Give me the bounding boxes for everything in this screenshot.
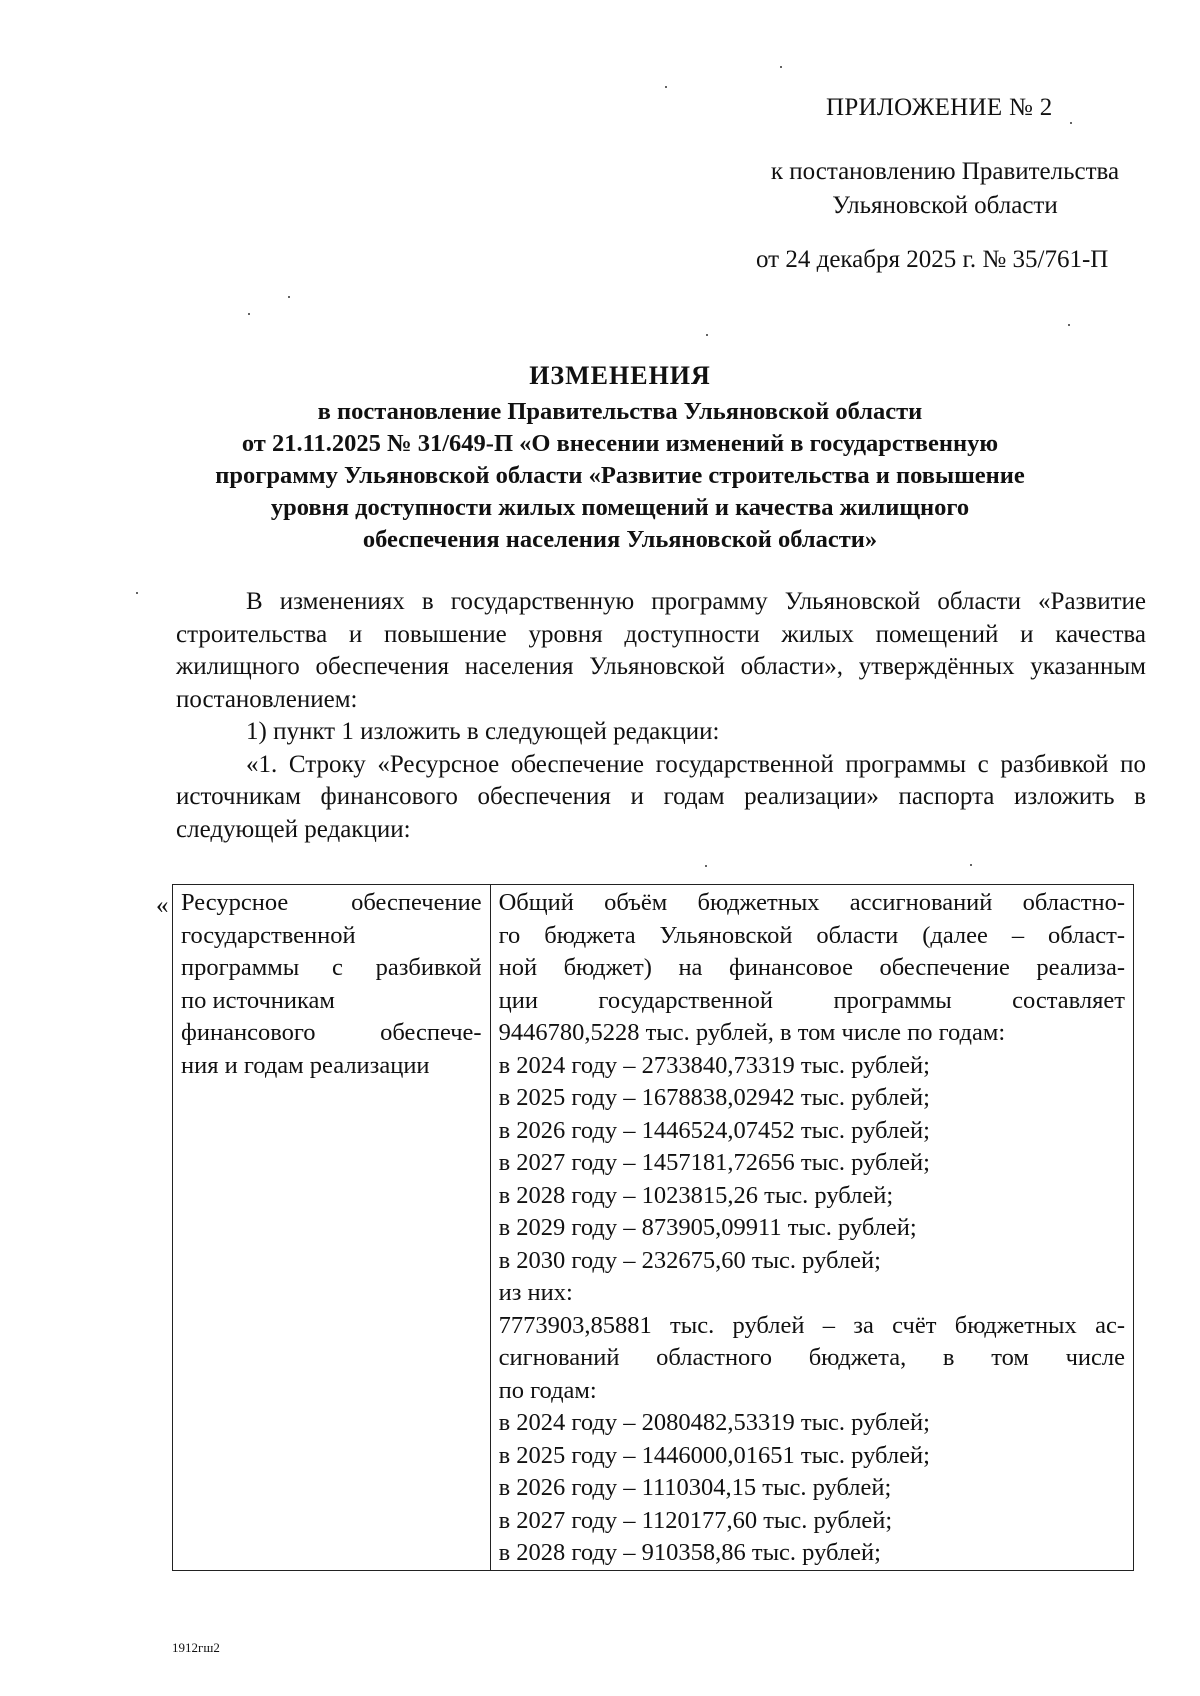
scan-speck (1068, 324, 1070, 326)
heading-line: обеспечения населения Ульяновской области» (362, 526, 878, 553)
cell-line: Ресурсное обеспечение (181, 889, 482, 916)
cell-line: 7773903,85881 тыс. рублей – за счёт бюджетных ас- (498, 1311, 1125, 1339)
cell-line: в 2026 году – 1110304,15 тыс. рублей; (498, 1474, 892, 1501)
cell-line: ния и годам реализации (181, 1051, 430, 1079)
cell-line: программы с разбивкой (181, 954, 482, 981)
cell-line: финансового обеспече- (181, 1019, 482, 1046)
heading-line: уровня доступности жилых помещений и качества жилищного (270, 494, 970, 521)
cell-line: в 2029 году – 873905,09911 тыс. рублей; (498, 1214, 917, 1241)
scan-speck (288, 296, 290, 298)
cell-line: по годам: (498, 1376, 597, 1404)
intro-paragraph: В изменениях в государственную программу Ульяновской области «Развитие строительства и повышение уровня доступности жилых помещений и качества жилищного обеспечения населения Ульяновской области», утверждённых указанным постановлением: (176, 588, 1146, 713)
scan-speck (780, 66, 782, 68)
cell-line: в 2024 году – 2733840,73319 тыс. рублей; (498, 1051, 930, 1079)
scan-speck (665, 86, 667, 88)
cell-line: в 2028 году – 910358,86 тыс. рублей; (498, 1539, 881, 1566)
cell-line: в 2026 году – 1446524,07452 тыс. рублей; (498, 1116, 930, 1144)
scan-speck (706, 334, 708, 336)
scan-speck (970, 864, 972, 866)
cell-line: в 2025 году – 1446000,01651 тыс. рублей; (498, 1441, 930, 1469)
scan-speck (705, 865, 707, 867)
cell-line: в 2024 году – 2080482,53319 тыс. рублей; (498, 1409, 930, 1436)
heading-line: программу Ульяновской области «Развитие строительства и повышение (215, 462, 1025, 489)
scan-speck (1070, 122, 1072, 124)
resolution-reference-line2: Ульяновской области (832, 192, 1058, 219)
cell-line: в 2027 году – 1457181,72656 тыс. рублей; (498, 1149, 930, 1176)
cell-line: в 2028 году – 1023815,26 тыс. рублей; (498, 1181, 894, 1209)
scan-speck (136, 592, 138, 594)
cell-line: из них: (498, 1279, 573, 1306)
document-heading (170, 356, 1070, 556)
heading-line: в постановление Правительства Ульяновской области (317, 398, 923, 425)
cell-line: Общий объём бюджетных ассигнований областно- (498, 889, 1125, 916)
cell-line: государственной (181, 921, 356, 949)
cell-line: в 2030 году – 232675,60 тыс. рублей; (498, 1246, 881, 1274)
heading-title: ИЗМЕНЕНИЯ (529, 361, 711, 390)
cell-line: го бюджета Ульяновской области (далее – област- (498, 921, 1125, 949)
cell-line: 9446780,5228 тыс. рублей, в том числе по годам: (498, 1019, 1006, 1046)
cell-line: ции государственной программы составляет (498, 986, 1125, 1014)
cell-line: сигнований областного бюджета, в том числе (498, 1344, 1125, 1371)
appendix-label: ПРИЛОЖЕНИЕ № 2 (826, 94, 1053, 121)
resolution-reference-line1: к постановлению Правительства (770, 158, 1120, 185)
item-1-text-paragraph: «1. Строку «Ресурсное обеспечение государственной программы с разбивкой по источникам финансового обеспечения и годам реализации» паспорта изложить в следующей редакции: (176, 750, 1146, 843)
cell-line: в 2027 году – 1120177,60 тыс. рублей; (498, 1506, 893, 1534)
cell-line: в 2025 году – 1678838,02942 тыс. рублей; (498, 1084, 930, 1111)
scan-speck (248, 313, 250, 315)
table-row (173, 885, 1134, 1571)
table-open-quote: « (156, 892, 169, 919)
document-code: 1912гш2 (172, 1640, 220, 1655)
document-body (176, 586, 1146, 846)
cell-line: по источникам (181, 986, 335, 1014)
resolution-date: от 24 декабря 2025 г. № 35/761-П (756, 246, 1109, 273)
cell-line: ной бюджет) на финансовое обеспечение реализа- (498, 954, 1125, 981)
table-cell-label (173, 885, 491, 1571)
item-1-paragraph: 1) пункт 1 изложить в следующей редакции: (246, 718, 720, 745)
heading-line: от 21.11.2025 № 31/649-П «О внесении изменений в государственную (241, 430, 999, 457)
table-cell-value (490, 885, 1133, 1571)
resource-table (172, 884, 1134, 1571)
